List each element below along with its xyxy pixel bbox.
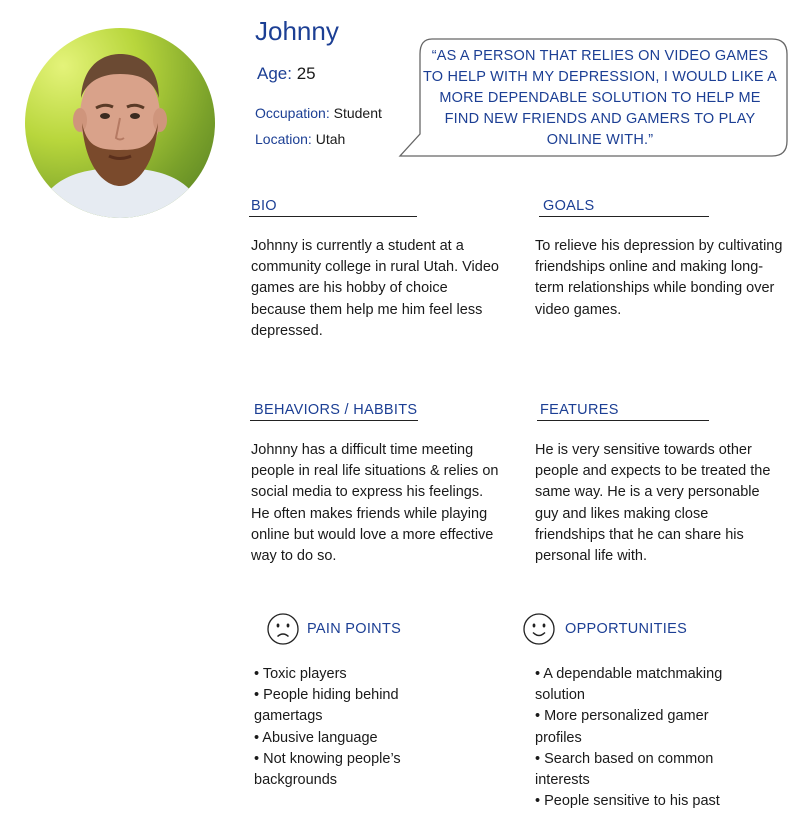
pain-points-list (254, 664, 454, 791)
bio-title: BIO (251, 198, 277, 214)
goals-title: GOALS (543, 198, 595, 214)
list-item: • Toxic players (254, 666, 347, 682)
list-item: • Abusive language (254, 729, 378, 746)
behaviors-title: BEHAVIORS / HABBITS (254, 402, 418, 418)
behaviors-divider (250, 420, 418, 421)
age-label: Age: (257, 64, 292, 83)
behaviors-text (251, 440, 503, 567)
list-item: • More personalized gamer profiles (535, 708, 709, 746)
list-item: • People sensitive to his past (535, 793, 720, 810)
occupation-label: Occupation: (255, 105, 330, 121)
occupation-value: Student (333, 105, 382, 121)
age-value: 25 (296, 64, 316, 83)
persona-avatar (25, 28, 215, 218)
goals-divider (539, 216, 709, 217)
persona-occupation (255, 105, 382, 121)
behaviors-text-2: He often makes friends while playing online but would love a more effective way to do so. (251, 505, 494, 565)
list-item: • People hiding behind gamertags (254, 687, 399, 725)
bio-text: Johnny is currently a student at a community college in rural Utah. Video games are his hobby of choice because them help me him feel less depressed. (251, 238, 499, 339)
pain-points-title: PAIN POINTS (307, 621, 402, 637)
persona-location (255, 131, 345, 147)
location-value: Utah (315, 131, 346, 147)
features-title: FEATURES (540, 402, 619, 418)
happy-face-icon (523, 613, 555, 645)
behaviors-text-1: Johnny has a difficult time meeting people in real life situations & relies on social media to express his feelings. (251, 442, 499, 501)
persona-quote: “AS A PERSON THAT RELIES ON VIDEO GAMES TO HELP WITH MY DEPRESSION, I WOULD LIKE A MORE DEPENDABLE SOLUTION TO HELP ME FIND NEW FRIENDS AND GAMERS TO PLAY ONLINE WITH.” (422, 48, 778, 148)
opportunities-list (535, 664, 750, 812)
sad-face-icon (267, 613, 299, 645)
goals-text: To relieve his depression by cultivating friendships online and making long-term relationships while bonding over video games. (535, 238, 783, 318)
bio-divider (249, 216, 417, 217)
location-label: Location: (255, 131, 312, 147)
features-text: He is very sensitive towards other people and expects to be treated the same way. He is a very personable guy and likes making close friendships that he can share his personal life with. (535, 442, 771, 565)
list-item: • Not knowing people’s backgrounds (254, 750, 401, 789)
opportunities-title: OPPORTUNITIES (565, 621, 688, 637)
persona-name: Johnny (255, 16, 339, 46)
features-divider (537, 420, 709, 421)
persona-age (257, 64, 316, 84)
list-item: • Search based on common interests (535, 750, 714, 789)
list-item: • A dependable matchmaking solution (535, 666, 723, 704)
